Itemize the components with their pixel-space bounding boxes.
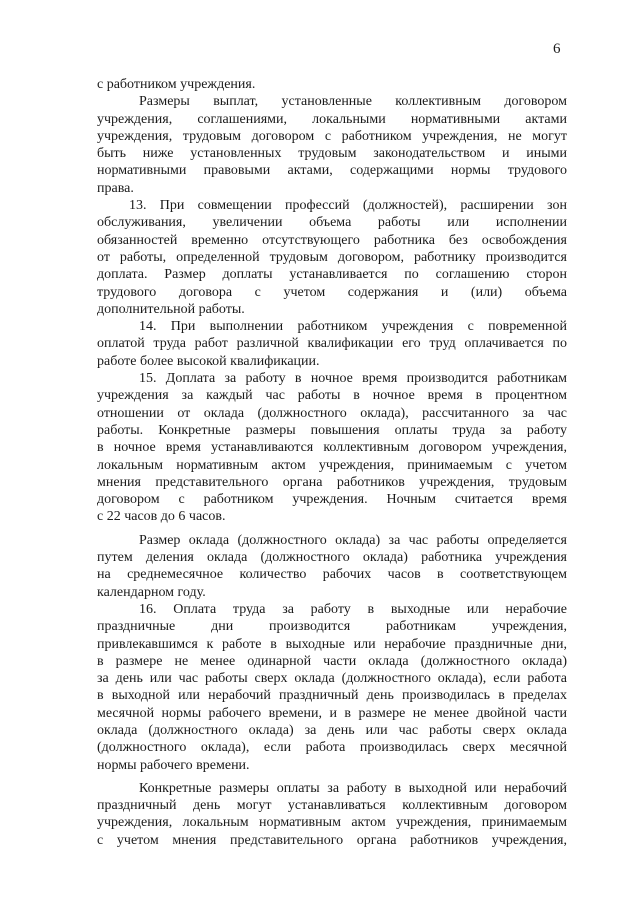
text-line: календарном году.	[97, 584, 206, 600]
text-line: за день или час работы сверх оклада (должностного оклада), если работа	[97, 671, 567, 687]
text-line: Размеры выплат, установленные коллективным договором	[139, 94, 567, 110]
paragraph-16	[97, 601, 567, 774]
text-line: 13. При совмещении профессий (должностей), расширении зон	[129, 198, 567, 214]
text-line: отношении от оклада (должностного оклада), рассчитанного за час	[97, 405, 567, 421]
paragraph-specific-sizes	[97, 780, 567, 849]
paragraph-hourly-rate	[97, 532, 567, 601]
paragraph-payment-sizes	[97, 93, 567, 197]
text-line: 14. При выполнении работником учреждения с повременной	[139, 319, 567, 335]
text-line: мнения представительного органа работников учреждения, трудовым	[97, 474, 567, 490]
text-line: учреждения, локальным нормативным актом учреждения, принимаемым	[97, 815, 567, 831]
text-line: учреждения, соглашениями, локальными нормативными актами	[97, 111, 567, 127]
text-line: в ночное время устанавливаются коллективным договором учреждения,	[97, 440, 567, 456]
text-line: учреждения, трудовым договором с работником учреждения, не могут	[97, 128, 567, 144]
paragraph-14	[97, 318, 567, 370]
text-line: обслуживания, увеличении объема работы или исполнении	[97, 215, 567, 231]
text-line: работы. Конкретные размеры повышения оплаты труда за работу	[97, 422, 567, 438]
text-line: нормы рабочего времени.	[97, 757, 250, 773]
document-body	[97, 76, 567, 849]
text-line: месячной нормы рабочего времени, и в размере не менее двойной части	[97, 705, 567, 721]
text-line: в выходной или нерабочий праздничный день производилась в пределах	[97, 688, 567, 704]
text-line: локальным нормативным актом учреждения, принимаемым с учетом	[97, 457, 567, 473]
text-line: праздничные дни производится работникам учреждения,	[97, 619, 567, 635]
text-line: привлекавшимся к работе в выходные или нерабочие праздничные дни,	[97, 636, 567, 652]
text-line: с учетом мнения представительного органа работников учреждения,	[97, 832, 567, 848]
text-line: Размер оклада (должностного оклада) за час работы определяется	[139, 532, 567, 548]
text-line: (должностного оклада), если работа производилась сверх месячной	[97, 740, 567, 756]
text-line: дополнительной работы.	[97, 301, 245, 317]
text-line: Конкретные размеры оплаты за работу в выходной или нерабочий	[139, 780, 567, 796]
text-line: с 22 часов до 6 часов.	[97, 509, 226, 525]
text-line: договором с работником учреждения. Ночным считается время	[97, 492, 567, 508]
paragraph-15	[97, 370, 567, 526]
text-line: оплатой труда работ различной квалификации его труд оплачивается по	[97, 336, 567, 352]
text-line: в размере не менее одинарной части оклада (должностного оклада)	[97, 653, 567, 669]
text-line: доплата. Размер доплаты устанавливается по соглашению сторон	[97, 267, 567, 283]
text-line: путем деления оклада (должностного оклада) работника учреждения	[97, 550, 567, 566]
text-line: учреждения за каждый час работы в ночное время в процентном	[97, 388, 567, 404]
text-line: трудового договора с учетом содержания и (или) объема	[97, 284, 567, 300]
text-line: оклада (должностного оклада) за день или час работы сверх оклада	[97, 722, 567, 738]
text-line: 16. Оплата труда за работу в выходные или нерабочие	[139, 601, 567, 617]
text-line: обязанностей временно отсутствующего работника без освобождения	[97, 232, 567, 248]
text-line: права.	[97, 180, 134, 196]
page-number: 6	[553, 41, 561, 57]
text-line: на среднемесячное количество рабочих часов в соответствующем	[97, 567, 567, 583]
text-line: праздничный день могут устанавливаться коллективным договором	[97, 798, 567, 814]
text-line: с работником учреждения.	[97, 77, 256, 92]
text-line: от работы, определенной трудовым договором, работнику производится	[97, 249, 567, 265]
text-line: 15. Доплата за работу в ночное время производится работникам	[139, 371, 567, 387]
text-line: быть ниже установленных трудовым законодательством и иными	[97, 146, 567, 162]
paragraph-continuation	[97, 76, 567, 93]
text-line: работе более высокой квалификации.	[97, 353, 320, 369]
text-line: нормативными правовыми актами, содержащими нормы трудового	[97, 163, 567, 179]
paragraph-13	[97, 197, 567, 318]
